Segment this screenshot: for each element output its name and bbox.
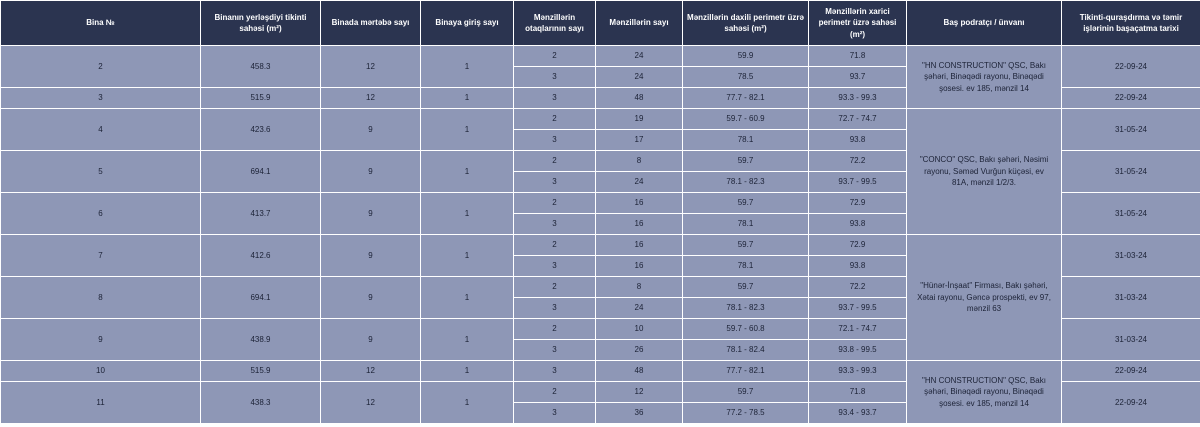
outer-area: 71.8: [809, 46, 907, 67]
building-number: 4: [1, 109, 201, 151]
room-count: 3: [514, 67, 596, 88]
building-number: 5: [1, 151, 201, 193]
completion-date: 31-05-24: [1062, 193, 1200, 235]
building-number: 3: [1, 88, 201, 109]
room-count: 2: [514, 109, 596, 130]
room-count: 3: [514, 403, 596, 424]
floor-count: 12: [321, 382, 421, 424]
inner-area: 78.1 - 82.3: [683, 298, 809, 319]
entrance-count: 1: [421, 88, 514, 109]
header-row: [1, 1, 1200, 46]
completion-date: 31-05-24: [1062, 109, 1200, 151]
apartment-count: 19: [596, 109, 683, 130]
apartment-count: 8: [596, 151, 683, 172]
entrance-count: 1: [421, 235, 514, 277]
inner-area: 59.7: [683, 382, 809, 403]
room-count: 2: [514, 319, 596, 340]
inner-area: 78.1: [683, 130, 809, 151]
entrance-count: 1: [421, 361, 514, 382]
outer-area: 93.8: [809, 130, 907, 151]
outer-area: 93.8: [809, 214, 907, 235]
header-inner-area: Mənzillərin daxili perimetr üzrə sahəsi (m²): [683, 1, 809, 46]
room-count: 2: [514, 235, 596, 256]
entrance-count: 1: [421, 277, 514, 319]
site-area: 438.9: [201, 319, 321, 361]
room-count: 3: [514, 214, 596, 235]
completion-date: 31-03-24: [1062, 235, 1200, 277]
room-count: 2: [514, 151, 596, 172]
room-count: 3: [514, 340, 596, 361]
header-outer-area: Mənzillərin xarici perimetr üzrə sahəsi (m²): [809, 1, 907, 46]
apartment-count: 48: [596, 361, 683, 382]
floor-count: 9: [321, 319, 421, 361]
building-number: 2: [1, 46, 201, 88]
room-count: 2: [514, 193, 596, 214]
inner-area: 59.7: [683, 151, 809, 172]
site-area: 413.7: [201, 193, 321, 235]
building-number: 9: [1, 319, 201, 361]
outer-area: 72.2: [809, 151, 907, 172]
room-count: 2: [514, 277, 596, 298]
inner-area: 78.1 - 82.3: [683, 172, 809, 193]
table-body: [1, 46, 1200, 424]
outer-area: 93.8 - 99.5: [809, 340, 907, 361]
building-number: 6: [1, 193, 201, 235]
room-count: 3: [514, 130, 596, 151]
apartment-count: 16: [596, 256, 683, 277]
outer-area: 72.7 - 74.7: [809, 109, 907, 130]
outer-area: 72.9: [809, 193, 907, 214]
building-number: 8: [1, 277, 201, 319]
entrance-count: 1: [421, 193, 514, 235]
apartment-count: 16: [596, 235, 683, 256]
inner-area: 59.7: [683, 235, 809, 256]
site-area: 694.1: [201, 277, 321, 319]
table-row: [1, 109, 1200, 130]
header-apartment-count: Mənzillərin sayı: [596, 1, 683, 46]
room-count: 2: [514, 382, 596, 403]
apartment-count: 26: [596, 340, 683, 361]
inner-area: 77.2 - 78.5: [683, 403, 809, 424]
completion-date: 31-03-24: [1062, 277, 1200, 319]
apartment-count: 24: [596, 46, 683, 67]
outer-area: 93.7: [809, 67, 907, 88]
site-area: 458.3: [201, 46, 321, 88]
floor-count: 9: [321, 151, 421, 193]
room-count: 3: [514, 298, 596, 319]
floor-count: 9: [321, 193, 421, 235]
floor-count: 9: [321, 109, 421, 151]
inner-area: 59.7 - 60.8: [683, 319, 809, 340]
room-count: 3: [514, 172, 596, 193]
outer-area: 72.2: [809, 277, 907, 298]
apartment-count: 24: [596, 172, 683, 193]
inner-area: 78.5: [683, 67, 809, 88]
site-area: 412.6: [201, 235, 321, 277]
contractor-address: "Hünər-İnşaat" Firması, Bakı şəhəri, Xətai rayonu, Gəncə prospekti, ev 97, mənzil 63: [907, 235, 1062, 361]
header-contractor: Baş podratçı / ünvanı: [907, 1, 1062, 46]
table-row: [1, 235, 1200, 256]
header-floors: Binada mərtəbə sayı: [321, 1, 421, 46]
header-site-area: Binanın yerləşdiyi tikinti sahəsi (m²): [201, 1, 321, 46]
entrance-count: 1: [421, 46, 514, 88]
table-row: [1, 46, 1200, 67]
apartment-count: 24: [596, 298, 683, 319]
outer-area: 93.7 - 99.5: [809, 172, 907, 193]
completion-date: 22-09-24: [1062, 46, 1200, 88]
site-area: 438.3: [201, 382, 321, 424]
outer-area: 72.9: [809, 235, 907, 256]
room-count: 2: [514, 46, 596, 67]
building-number: 11: [1, 382, 201, 424]
outer-area: 72.1 - 74.7: [809, 319, 907, 340]
apartment-count: 10: [596, 319, 683, 340]
entrance-count: 1: [421, 382, 514, 424]
completion-date: 22-09-24: [1062, 88, 1200, 109]
entrance-count: 1: [421, 151, 514, 193]
inner-area: 59.7 - 60.9: [683, 109, 809, 130]
room-count: 3: [514, 256, 596, 277]
site-area: 515.9: [201, 88, 321, 109]
inner-area: 78.1: [683, 256, 809, 277]
inner-area: 78.1 - 82.4: [683, 340, 809, 361]
completion-date: 31-03-24: [1062, 319, 1200, 361]
apartment-count: 12: [596, 382, 683, 403]
header-entrances: Binaya giriş sayı: [421, 1, 514, 46]
building-number: 7: [1, 235, 201, 277]
site-area: 515.9: [201, 361, 321, 382]
site-area: 694.1: [201, 151, 321, 193]
inner-area: 78.1: [683, 214, 809, 235]
apartment-count: 16: [596, 193, 683, 214]
outer-area: 93.4 - 93.7: [809, 403, 907, 424]
header-completion-date: Tikinti-quraşdırma və təmir işlərinin başaçatma tarixi: [1062, 1, 1200, 46]
inner-area: 59.9: [683, 46, 809, 67]
inner-area: 77.7 - 82.1: [683, 88, 809, 109]
outer-area: 93.3 - 99.3: [809, 361, 907, 382]
outer-area: 93.7 - 99.5: [809, 298, 907, 319]
floor-count: 9: [321, 277, 421, 319]
room-count: 3: [514, 88, 596, 109]
floor-count: 12: [321, 361, 421, 382]
apartment-count: 48: [596, 88, 683, 109]
floor-count: 12: [321, 88, 421, 109]
header-building-no: Bina №: [1, 1, 201, 46]
completion-date: 22-09-24: [1062, 361, 1200, 382]
completion-date: 31-05-24: [1062, 151, 1200, 193]
inner-area: 59.7: [683, 193, 809, 214]
outer-area: 93.8: [809, 256, 907, 277]
apartment-count: 17: [596, 130, 683, 151]
building-number: 10: [1, 361, 201, 382]
outer-area: 71.8: [809, 382, 907, 403]
entrance-count: 1: [421, 319, 514, 361]
apartment-count: 36: [596, 403, 683, 424]
site-area: 423.6: [201, 109, 321, 151]
completion-date: 22-09-24: [1062, 382, 1200, 424]
entrance-count: 1: [421, 109, 514, 151]
inner-area: 77.7 - 82.1: [683, 361, 809, 382]
outer-area: 93.3 - 99.3: [809, 88, 907, 109]
header-rooms: Mənzillərin otaqlarının sayı: [514, 1, 596, 46]
apartment-count: 24: [596, 67, 683, 88]
room-count: 3: [514, 361, 596, 382]
contractor-address: "HN CONSTRUCTION" QSC, Bakı şəhəri, Binəqədi rayonu, Binəqədi şosesi. ev 185, mənzil 14: [907, 361, 1062, 424]
table-row: [1, 361, 1200, 382]
floor-count: 12: [321, 46, 421, 88]
contractor-address: "HN CONSTRUCTION" QSC, Bakı şəhəri, Binəqədi rayonu, Binəqədi şosesi. ev 185, mənzil 14: [907, 46, 1062, 109]
floor-count: 9: [321, 235, 421, 277]
contractor-address: "CONCO" QSC, Bakı şəhəri, Nəsimi rayonu, Səməd Vurğun küçəsi, ev 81A, mənzil 1/2/3.: [907, 109, 1062, 235]
inner-area: 59.7: [683, 277, 809, 298]
apartment-count: 8: [596, 277, 683, 298]
apartment-count: 16: [596, 214, 683, 235]
